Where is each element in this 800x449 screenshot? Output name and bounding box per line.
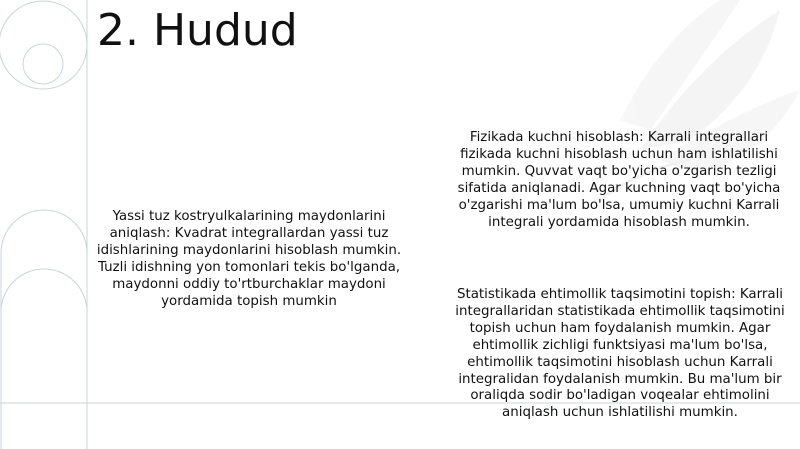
arch-outline-icon xyxy=(1,269,87,449)
paragraph-salt-pan-area: Yassi tuz kostryulkalarining maydonlarini aniqlash: Kvadrat integrallardan yassi tuz idishlarining maydonlarini hisoblash mumkin. Tuzli idishning yon tomonlari tekis bo'lganda, maydonni oddiy to'rtburchaklar maydoni yordamida topish mumkin xyxy=(96,209,402,309)
circle-outline-icon xyxy=(0,1,87,89)
circle-outline-icon xyxy=(23,44,63,84)
slide-title: 2. Hudud xyxy=(97,5,298,56)
paragraph-statistics-probability: Statistikada ehtimollik taqsimotini topish: Karrali integrallaridan statistikada ehtimollik taqsimotini topish uchun ham foydalanish mumkin. Agar ehtimollik zichligi funktsiyasi ma'lum bo'lsa, ehtimollik taqsimotini hisoblash uchun Karrali integralidan foydalanish mumkin. Bu ma'lum bir oraliqda sodir bo'ladigan voqealar ehtimolini aniqlash uchun ishlatilishi mumkin. xyxy=(455,287,785,421)
arch-outline-icon xyxy=(1,210,87,449)
paragraph-physics-force: Fizikada kuchni hisoblash: Karrali integrallari fizikada kuchni hisoblash uchun ham ishlatilishi mumkin. Quvvat vaqt bo'yicha o'zgarish tezligi sifatida aniqlanadi. Agar kuchning vaqt bo'yicha o'zgarishi ma'lum bo'lsa, umumiy kuchni Karrali integrali yordamida hisoblash mumkin. xyxy=(457,130,781,230)
